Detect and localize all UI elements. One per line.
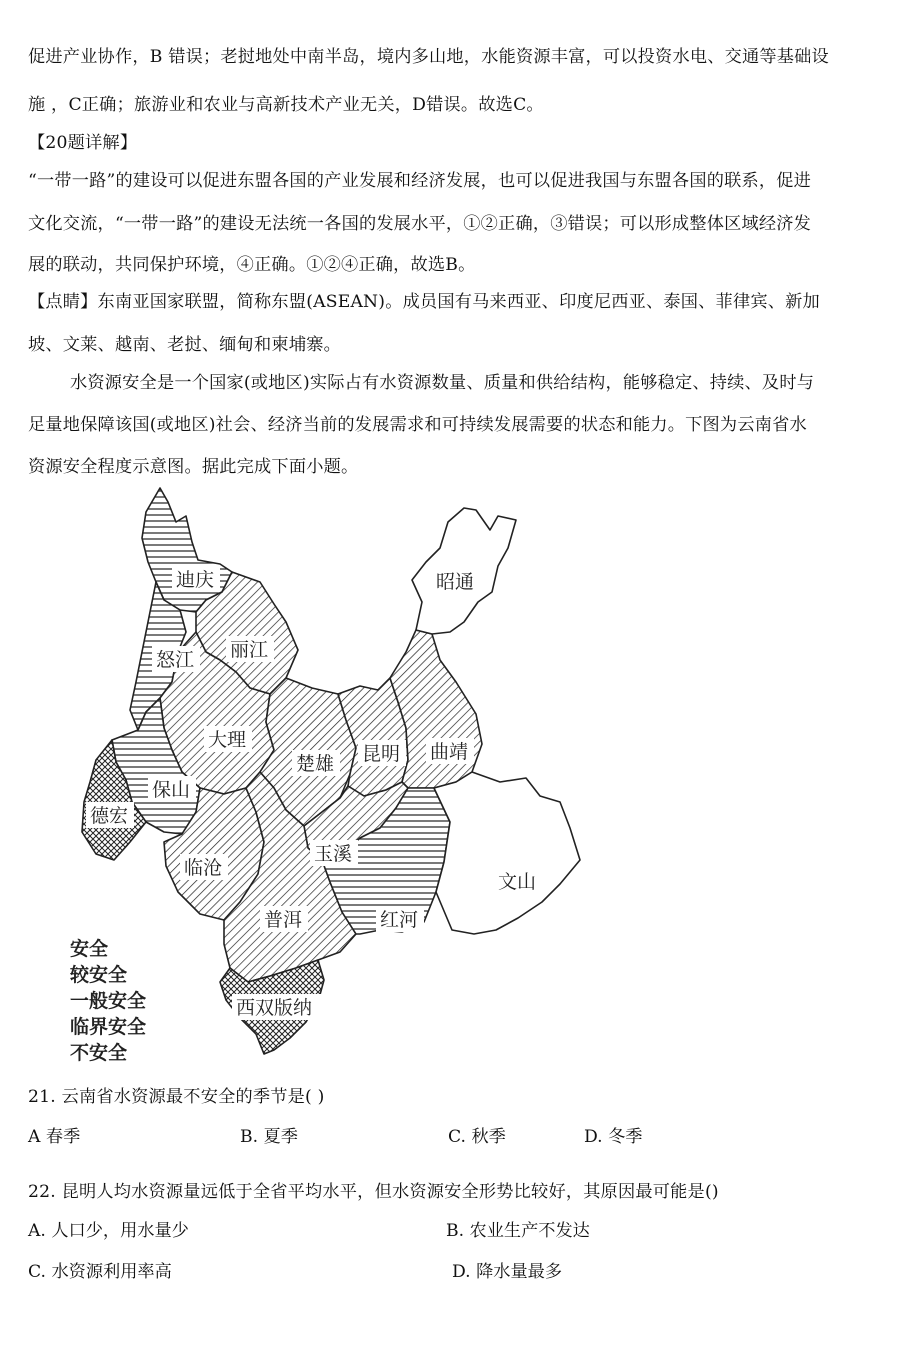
q22-option-a[interactable]: A. 人口少，用水量少: [28, 1221, 189, 1241]
label-nujiang: 怒江: [156, 649, 195, 671]
tip-line: 【点睛】东南亚国家联盟，简称东盟(ASEAN)。成员国有马来西亚、印度尼西亚、泰国、菲律宾、新加: [28, 292, 820, 312]
yunnan-water-security-map: [60, 482, 620, 1072]
legend-item: 不安全: [70, 1042, 128, 1064]
legend-item: 较安全: [70, 964, 128, 986]
label-kunming: 昆明: [362, 743, 401, 765]
q22-option-c[interactable]: C. 水资源利用率高: [28, 1262, 172, 1282]
q21-option-a[interactable]: A 春季: [28, 1127, 81, 1147]
label-yuxi: 玉溪: [314, 843, 353, 865]
label-qujing: 曲靖: [430, 741, 469, 763]
label-lijiang: 丽江: [230, 639, 269, 661]
legend-item: 临界安全: [70, 1016, 147, 1038]
q22-option-d[interactable]: D. 降水量最多: [452, 1262, 563, 1282]
q21-option-d[interactable]: D. 冬季: [584, 1127, 643, 1147]
legend-item: 一般安全: [70, 990, 147, 1012]
q22-option-b[interactable]: B. 农业生产不发达: [446, 1221, 590, 1241]
label-wenshan: 文山: [498, 871, 537, 893]
section-heading: 【20题详解】: [28, 133, 138, 153]
text-line: 促进产业协作，B 错误；老挝地处中南半岛，境内多山地，水能资源丰富，可以投资水电、交通等基础设: [28, 47, 829, 67]
text-line: 展的联动，共同保护环境，④正确。①②④正确，故选B。: [28, 255, 476, 275]
label-chuxiong: 楚雄: [296, 753, 335, 775]
label-dehong: 德宏: [90, 805, 129, 827]
passage-line: 水资源安全是一个国家(或地区)实际占有水资源数量、质量和供给结构，能够稳定、持续、及时与: [70, 373, 815, 393]
question-21-stem: 21. 云南省水资源最不安全的季节是( ): [28, 1087, 325, 1107]
legend-item: 安全: [70, 938, 109, 960]
label-zhaotong: 昭通: [436, 571, 475, 593]
passage-line: 资源安全程度示意图。据此完成下面小题。: [28, 457, 359, 477]
text-line: 文化交流，“一带一路”的建设无法统一各国的发展水平，①②正确，③错误；可以形成整体区域经济发: [28, 214, 812, 234]
q21-option-c[interactable]: C. 秋季: [448, 1127, 506, 1147]
label-xishuangbanna: 西双版纳: [236, 997, 313, 1019]
label-baoshan: 保山: [152, 779, 191, 801]
text-line: “一带一路”的建设可以促进东盟各国的产业发展和经济发展，也可以促进我国与东盟各国的联系，促进: [28, 171, 812, 191]
label-diqing: 迪庆: [176, 569, 215, 591]
q21-option-b[interactable]: B. 夏季: [240, 1127, 298, 1147]
question-22-stem: 22. 昆明人均水资源量远低于全省平均水平，但水资源安全形势比较好，其原因最可能是(): [28, 1182, 719, 1202]
label-honghe: 红河: [380, 909, 419, 931]
label-puer: 普洱: [264, 909, 303, 931]
text-line: 坡、文莱、越南、老挝、缅甸和柬埔寨。: [28, 335, 341, 355]
text-line: 施 ，C正确；旅游业和农业与高新技术产业无关，D错误。故选C。: [28, 95, 544, 115]
label-dali: 大理: [208, 729, 247, 751]
passage-line: 足量地保障该国(或地区)社会、经济当前的发展需求和可持续发展需要的状态和能力。下图为云南省水: [28, 415, 807, 435]
region-wenshan: [434, 772, 580, 934]
label-lincang: 临沧: [184, 857, 223, 879]
